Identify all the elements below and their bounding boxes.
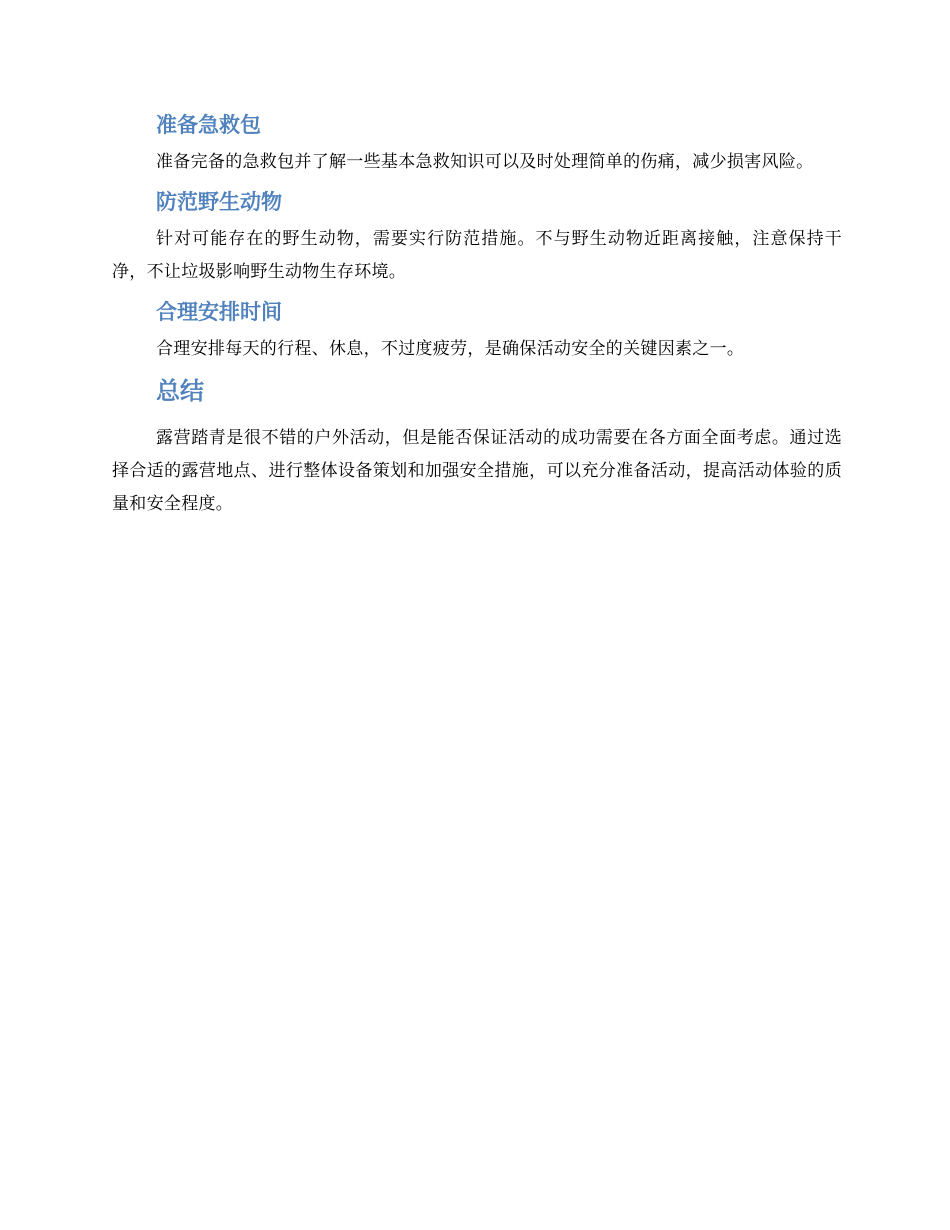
section-heading-first-aid: 准备急救包 <box>156 113 261 137</box>
section-body-time: 合理安排每天的行程、休息，不过度疲劳，是确保活动安全的关键因素之一。 <box>156 339 745 359</box>
section-heading-summary: 总结 <box>156 377 204 405</box>
document-page <box>112 108 842 521</box>
section-heading-time: 合理安排时间 <box>156 300 282 324</box>
section-body-wildlife: 针对可能存在的野生动物，需要实行防范措施。不与野生动物近距离接触，注意保持干净，不让垃圾影响野生动物生存环境。 <box>112 229 842 282</box>
section-heading-wildlife: 防范野生动物 <box>156 190 282 214</box>
section-body-first-aid: 准备完备的急救包并了解一些基本急救知识可以及时处理简单的伤痛，减少损害风险。 <box>156 152 814 172</box>
section-body-summary: 露营踏青是很不错的户外活动，但是能否保证活动的成功需要在各方面全面考虑。通过选择合适的露营地点、进行整体设备策划和加强安全措施，可以充分准备活动，提高活动体验的质量和安全程度。 <box>112 428 842 514</box>
